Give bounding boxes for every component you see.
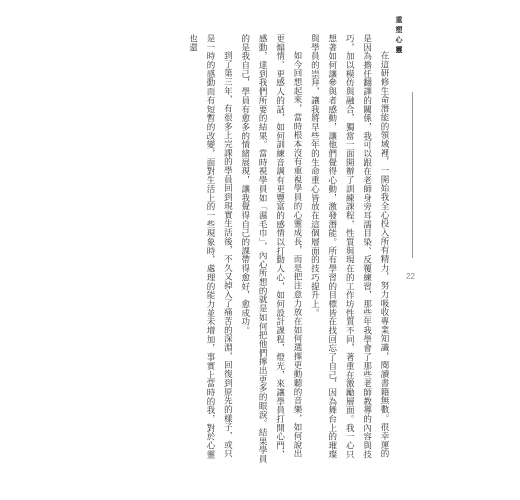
paragraph-1: 在這研修生命潛能的領域裡，一開始我全心投入所有精力，努力吸收專業知識，閱讀書籍無數。很幸運的是因為擔任翻譯的關係，我可以跟在老師身旁耳濡目染、反覆練習，那些年我學會了那些老師教導的內容與技巧，加以模仿與融合，獨當一面開辦了訓練課程，性質與現在的工作坊性質不同，著重在激勵層面。我一心只想著如何讓參與者感動，讓他們覺得心動，激發潛能。所有學習的目標皆在找回忘了自己，因為舞台上的璀璨與學員的崇拜，讓我將早些年的生命重心皆放在這個層面的技巧提升上。 — [309, 34, 389, 459]
body-text — [130, 34, 392, 464]
page-number: 22 — [406, 272, 415, 281]
paragraph-3: 到了第三年，有很多上完課的學員回到現實生活後，不久又掉入了痛苦的深淵，回復到原先的樣子，或只是一時的感動而有短暫的改變，面對生活上的一些現象時，處理的能力並未增加，事實上當時的我，對於心靈也還 — [187, 34, 233, 459]
paragraph-2: 如今回想起來，當時根本沒有重視學員的心靈成長，而是把注意力放在如何選擇更動聽的音樂，如何說出更煽情、更感人的話，如何訓練音調有更豐富的感情以打動人心，如何設計課程，燈光，來讓學員打開心門，感動，達到我們所要的結果。當時視學員如「濕毛巾」，內心所想的就是如何把他們擰出更多的眼淚。結果學員的是我自己，學員有愈多的情緒展現，讓我覺得自己的課帶得愈好，愈成功。 — [239, 34, 302, 464]
running-header: 重塑心靈 — [395, 16, 404, 56]
margin-rule — [412, 92, 413, 258]
